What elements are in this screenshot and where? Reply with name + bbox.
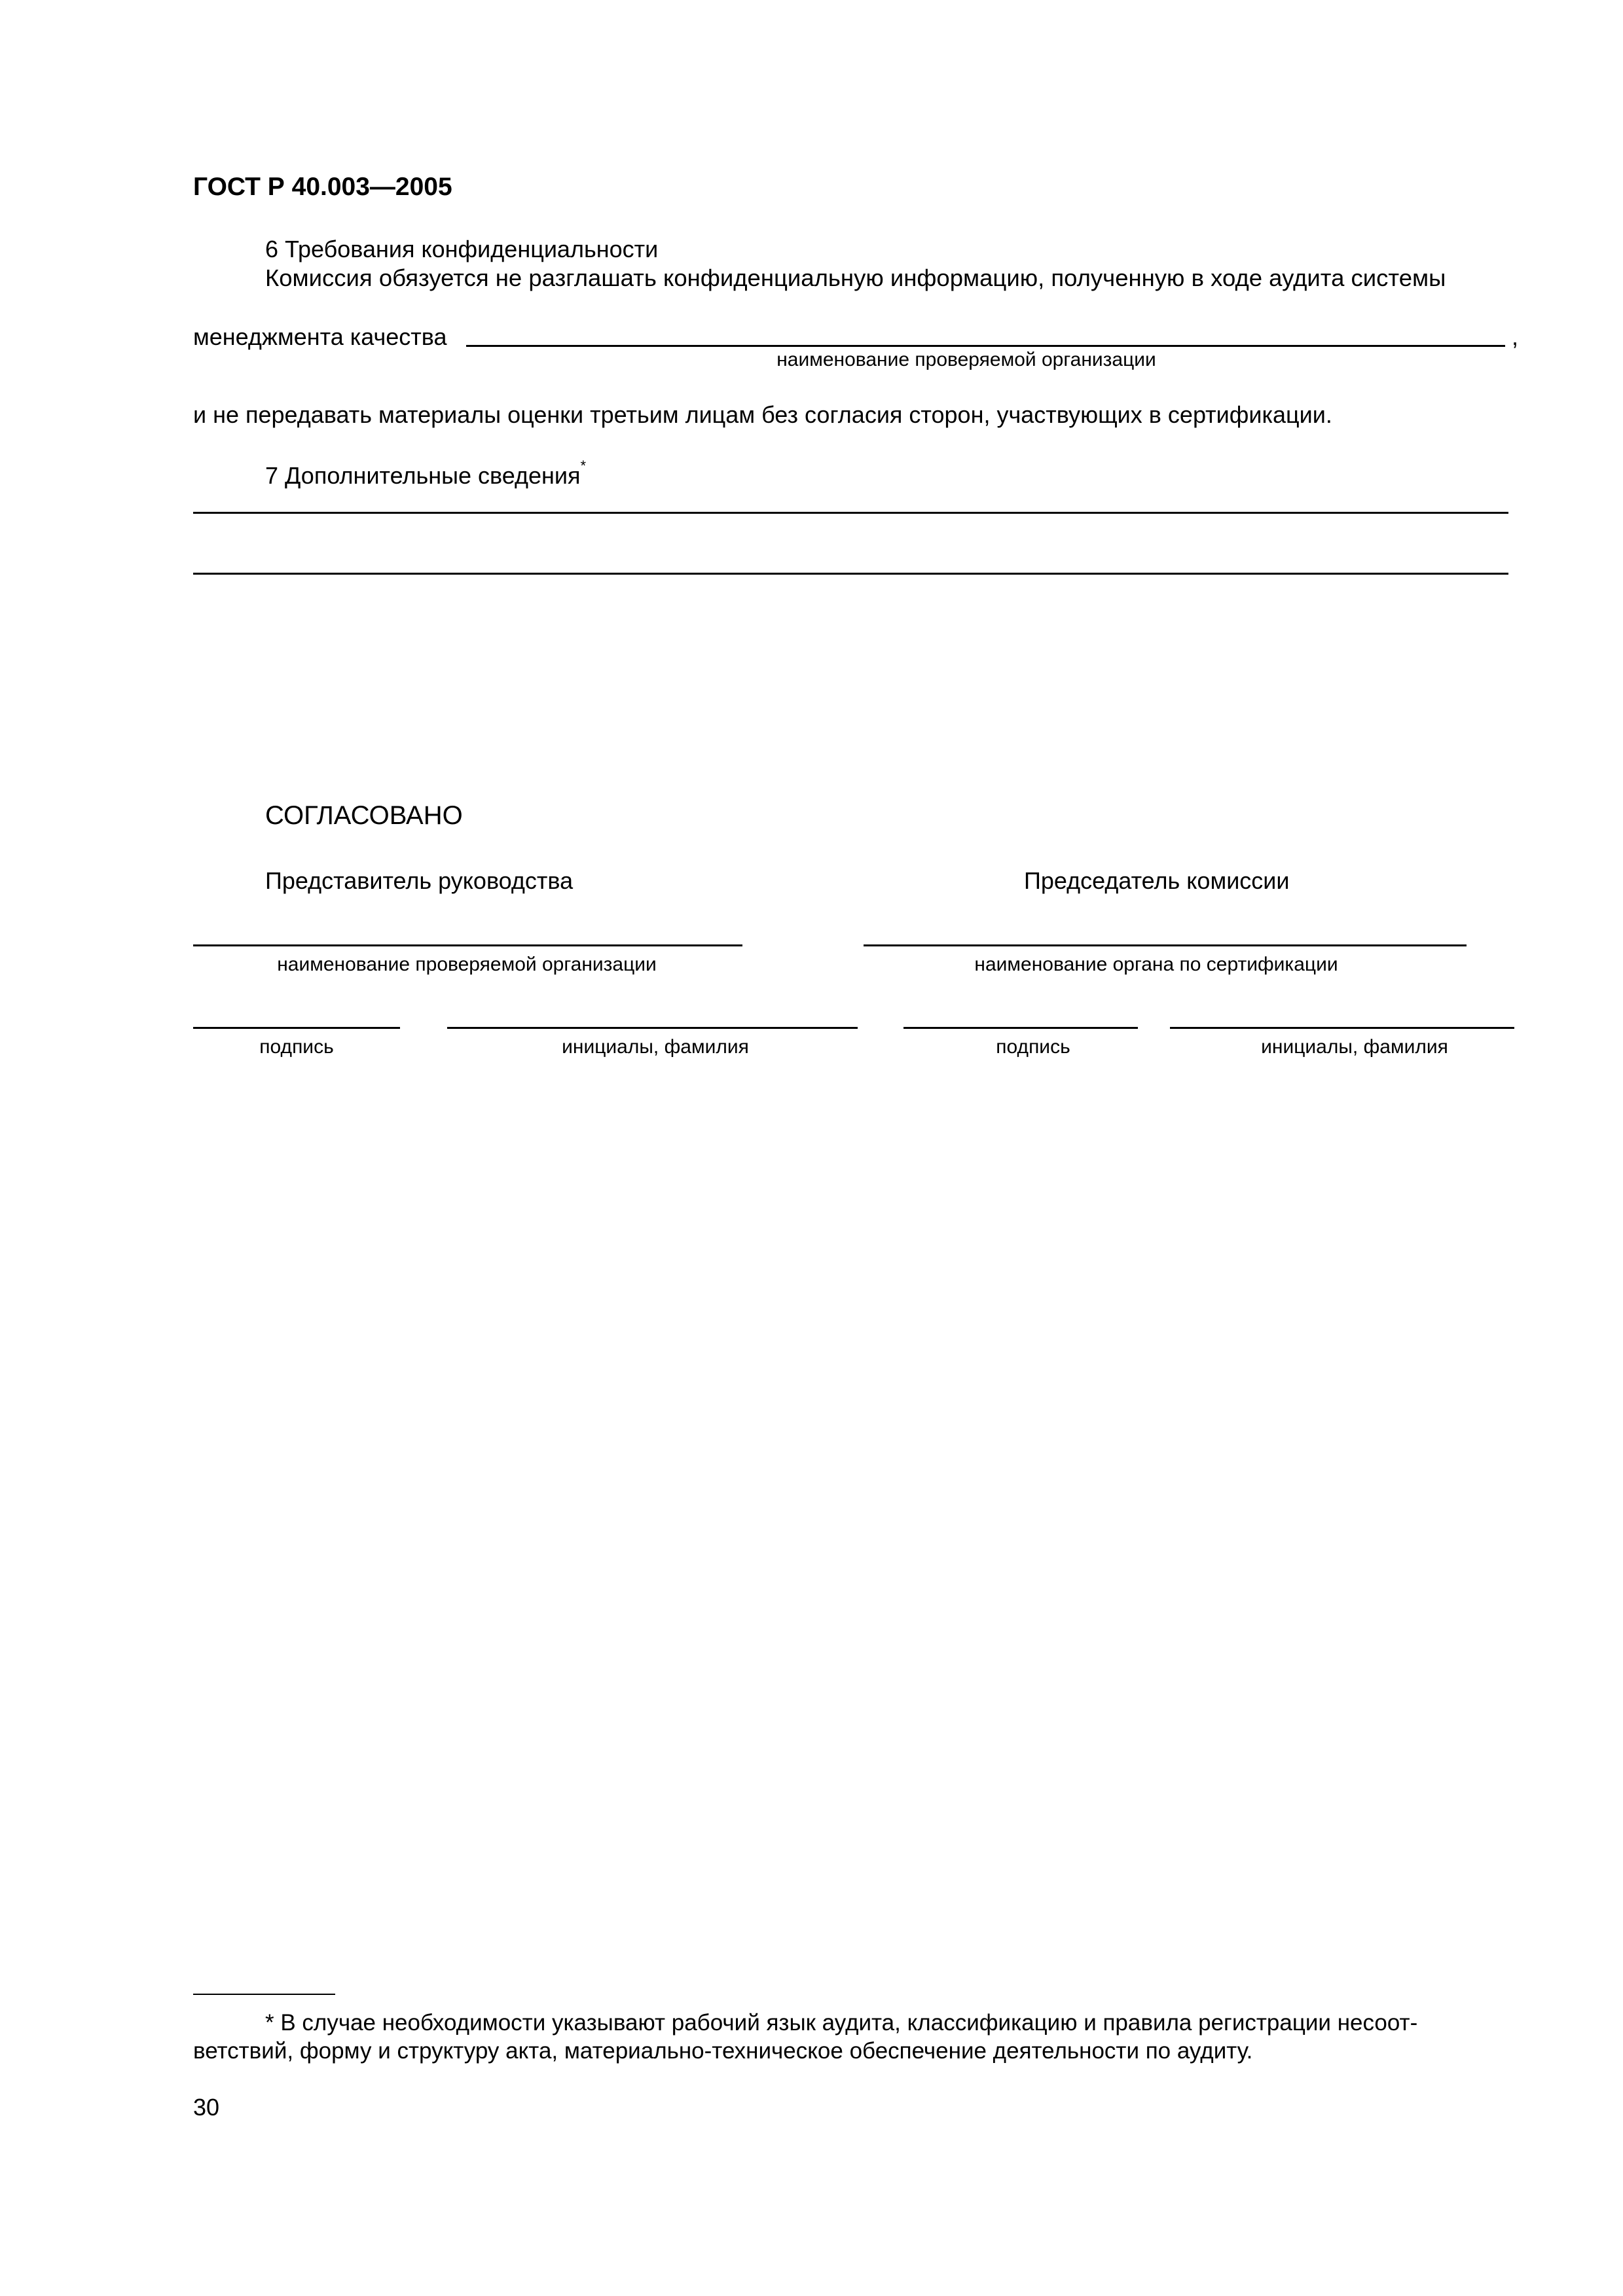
approval-heading: СОГЛАСОВАНО: [265, 801, 463, 830]
right-role: Председатель комиссии: [1024, 867, 1290, 894]
section-6-text-line1: Комиссия обязуется не разглашать конфиденциальную информацию, полученную в ходе аудита системы: [265, 264, 1446, 291]
right-name-caption: инициалы, фамилия: [1261, 1036, 1448, 1058]
footnote-separator: [193, 1994, 335, 1995]
left-name-line: [447, 1027, 858, 1029]
footnote-mark: *: [580, 457, 587, 474]
right-org-line: [864, 944, 1467, 946]
section-6-text-line2-prefix: менеджмента качества: [193, 323, 447, 350]
footnote-line1: * В случае необходимости указывают рабочий язык аудита, классификацию и правила регистрации несоот-: [265, 2010, 1418, 2036]
organization-name-caption: наименование проверяемой организации: [776, 349, 1156, 370]
section-7-title: [265, 457, 587, 489]
standard-code-header: ГОСТ Р 40.003—2005: [193, 173, 452, 201]
page-number: 30: [193, 2094, 220, 2121]
footnote-line2: ветствий, форму и структуру акта, материально-техническое обеспечение деятельности по аудиту.: [193, 2038, 1253, 2064]
comma: ,: [1512, 323, 1519, 350]
left-name-caption: инициалы, фамилия: [562, 1036, 749, 1058]
section-6-title: 6 Требования конфиденциальности: [265, 236, 659, 262]
left-org-caption: наименование проверяемой организации: [277, 954, 657, 975]
section-7-title-text: 7 Дополнительные сведения: [265, 462, 581, 489]
right-org-caption: наименование органа по сертификации: [974, 954, 1338, 975]
additional-info-line-1: [193, 512, 1508, 514]
right-name-line: [1170, 1027, 1514, 1029]
organization-name-field-line: [466, 345, 1505, 347]
right-signature-line: [903, 1027, 1138, 1029]
left-org-line: [193, 944, 742, 946]
left-signature-caption: подпись: [259, 1036, 334, 1058]
section-6-text-line3: и не передавать материалы оценки третьим лицам без согласия сторон, участвующих в сертификации.: [193, 401, 1332, 428]
right-signature-caption: подпись: [996, 1036, 1070, 1058]
additional-info-line-2: [193, 573, 1508, 575]
left-role: Представитель руководства: [265, 867, 574, 894]
left-signature-line: [193, 1027, 400, 1029]
